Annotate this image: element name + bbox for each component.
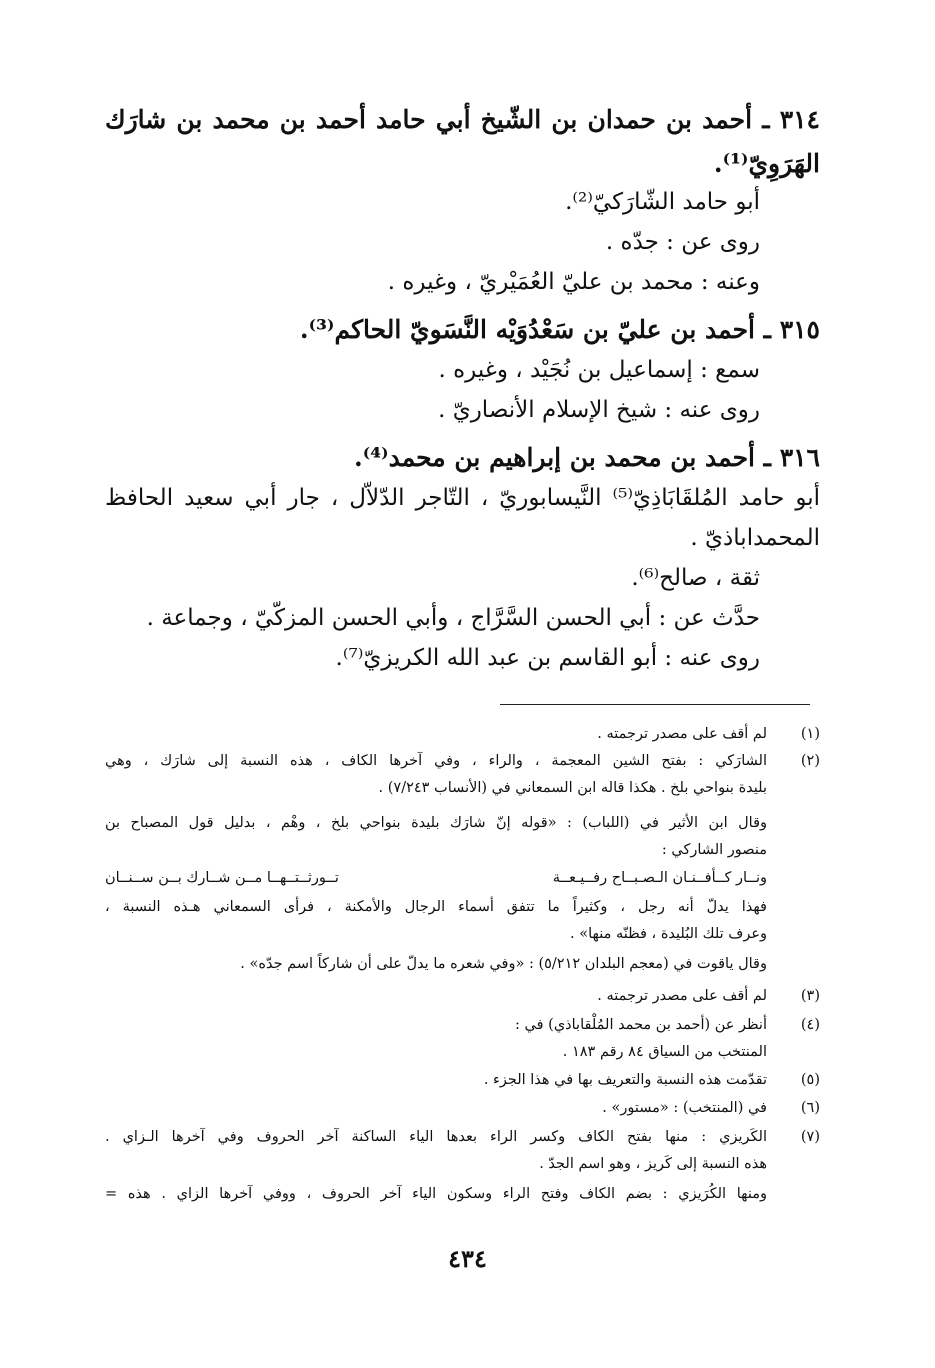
footnote-3-number: (٣) bbox=[800, 988, 820, 1004]
entry-315-heard: سمع : إسماعيل بن نُجَيْد ، وغيره . bbox=[438, 357, 760, 383]
footnote-7-text: الكَريزي : منها بفتح الكاف وكسر الراء بعدها الياء الساكنة آخر الحروف وفي آخرها الـزاي . bbox=[105, 1129, 767, 1145]
footnote-4-text: المنتخب من السياق ٨٤ رقم ١٨٣ . bbox=[562, 1044, 767, 1060]
footnote-2-text: الشارَكي : بفتح الشين المعجمة ، والراء ، وفي آخرها الكاف ، هذه النسبة إلى شارَك ، وهي bbox=[105, 753, 767, 769]
entry-314-heading: ٣١٤ ـ أحمد بن حمدان بن الشّيخ أبي حامد أحمد بن محمد بن شارَك bbox=[105, 105, 820, 134]
footnote-2-text: بليدة بنواحي بلخ . هكذا قاله ابن السمعاني في (الأنساب ٧/٢٤٣) . bbox=[378, 780, 767, 796]
footnote-7-text: هذه النسبة إلى كَريز ، وهو اسم الجدّ . bbox=[539, 1156, 767, 1172]
entry-314-heading-cont: الهَرَوِيّ⁽¹⁾. bbox=[713, 149, 820, 178]
footnote-7-text: ومنها الكُرَيزي : بضم الكاف وفتح الراء وسكون الياء آخر الحروف ، ووفي آخرها الزاي . هذه = bbox=[105, 1186, 767, 1202]
entry-316-narrated-by: روى عنه : أبو القاسم بن عبد الله الكريزيّ⁽⁷⁾. bbox=[335, 645, 760, 671]
footnote-2-text: وعرف تلك البُليدة ، فظنّه منها» . bbox=[570, 926, 767, 942]
footnote-1-text: لم أقف على مصدر ترجمته . bbox=[597, 726, 767, 742]
entry-316-kunya: أبو حامد المُلقَابَاذِيّ⁽⁵⁾ النَّيسابوريّ ، التّاجر الدّلاّل ، جار أبي سعيد الحافظ bbox=[105, 485, 820, 511]
footnote-7-number: (٧) bbox=[800, 1129, 820, 1145]
footnote-4-number: (٤) bbox=[800, 1017, 820, 1033]
footnote-6-number: (٦) bbox=[800, 1100, 820, 1116]
footnote-2-number: (٢) bbox=[800, 753, 820, 769]
footnote-2-text: منصور الشاركي : bbox=[661, 842, 767, 858]
entry-316-narrated-from: حدَّث عن : أبي الحسن السَّرَّاج ، وأبي الحسن المزكّيّ ، وجماعة . bbox=[146, 605, 760, 631]
poem-hemistich-right: ونــار كــأفــنـان الـصـبــاح رفــيـعــة bbox=[552, 870, 767, 886]
entry-314-narrated-by: وعنه : محمد بن عليّ العُمَيْريّ ، وغيره . bbox=[387, 269, 760, 295]
footnote-2-text: وقال ابن الأثير في (اللباب) : «قوله إنّ شارَك بليدة بنواحي بلخ ، وهْم ، بدليل قول المصباح بن bbox=[105, 815, 767, 831]
footnote-5-number: (٥) bbox=[800, 1072, 820, 1088]
footnote-2-text: وقال ياقوت في (معجم البلدان ٥/٢١٢) : «وفي شعره ما يدلّ على أن شاركاً اسم جدّه» . bbox=[240, 956, 767, 972]
entry-314-narrated-from: روى عن : جدّه . bbox=[605, 229, 760, 255]
footnote-3-text: لم أقف على مصدر ترجمته . bbox=[597, 988, 767, 1004]
entry-315-narrated-by: روى عنه : شيخ الإسلام الأنصاريّ . bbox=[438, 397, 760, 423]
footnote-separator bbox=[500, 704, 810, 705]
footnote-5-text: تقدّمت هذه النسبة والتعريف بها في هذا الجزء . bbox=[483, 1072, 767, 1088]
poem-hemistich-left: تــورثــتــهــا مــن شــارك بــن ســنــان bbox=[105, 870, 339, 886]
entry-316-heading: ٣١٦ ـ أحمد بن محمد بن إبراهيم بن محمد⁽⁴⁾. bbox=[354, 443, 820, 472]
footnote-4-text: أنظر عن (أحمد بن محمد المُلْقاباذي) في : bbox=[515, 1017, 767, 1033]
footnote-6-text: في (المنتخب) : «مستور» . bbox=[602, 1100, 767, 1116]
footnote-2-text: فهذا يدلّ أنه رجل ، وكثيراً ما تتفق أسماء الرجال والأمكنة ، فرأى السمعاني هـذه النسبة ، bbox=[105, 899, 767, 915]
entry-315-heading: ٣١٥ ـ أحمد بن عليّ بن سَعْدُوَيْه النَّسَويّ الحاكم⁽³⁾. bbox=[299, 315, 820, 344]
entry-316-grade: ثقة ، صالح⁽⁶⁾. bbox=[631, 565, 760, 591]
entry-314-kunya: أبو حامد الشّارَكيّ⁽²⁾. bbox=[565, 189, 760, 215]
footnote-1-number: (١) bbox=[800, 726, 820, 742]
entry-316-kunya-cont: المحمداباذيّ . bbox=[690, 525, 820, 551]
page-number: ٤٣٤ bbox=[448, 1244, 487, 1273]
